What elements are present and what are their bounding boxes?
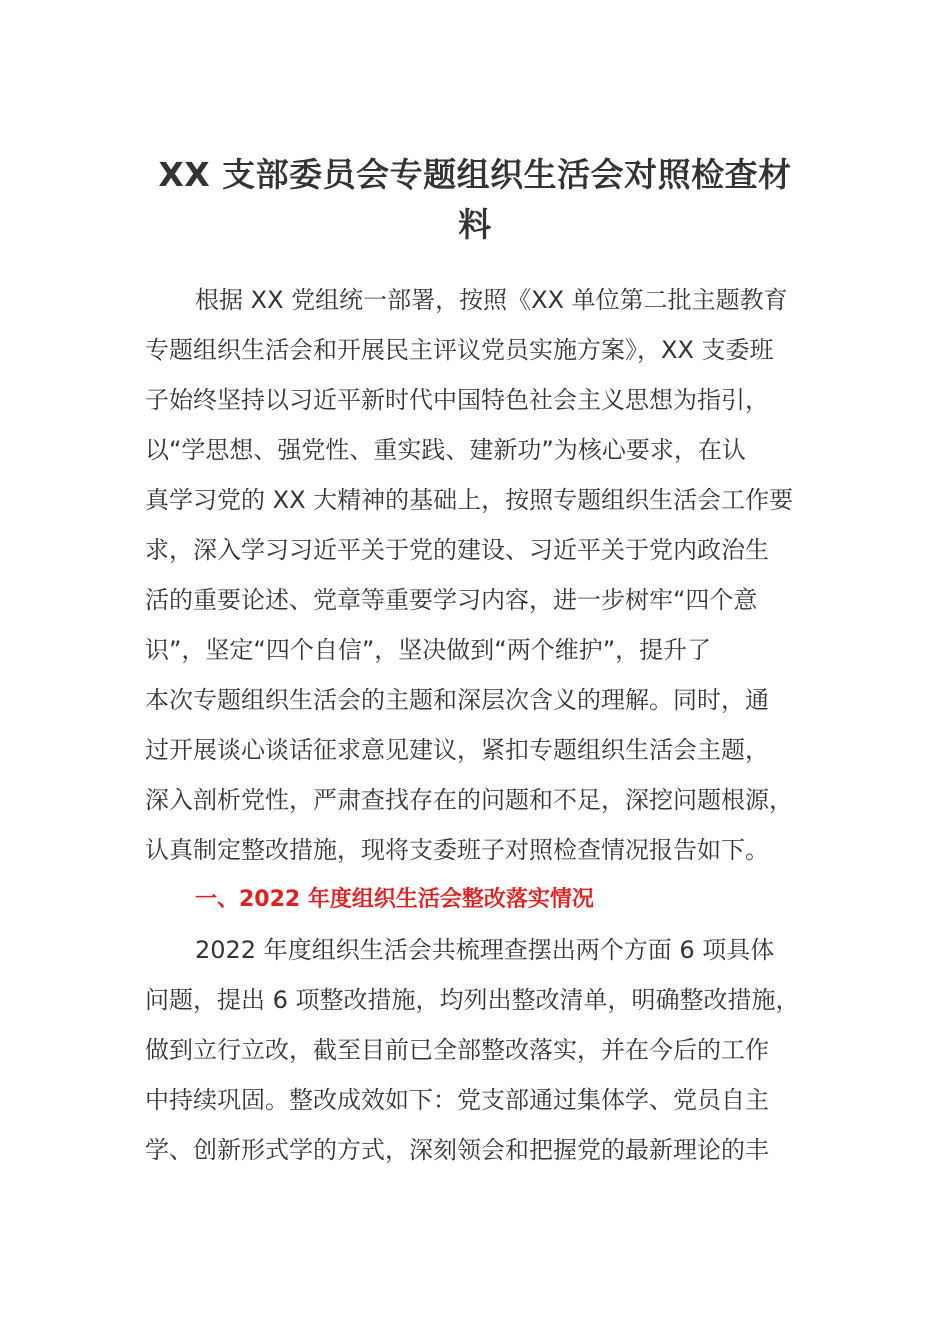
paragraph-line: 子始终坚持以习近平新时代中国特色社会主义思想为指引，	[145, 386, 769, 414]
paragraph-line: 2022 年度组织生活会共梳理查摆出两个方面 6 项具体	[195, 936, 775, 964]
paragraph-line: 问题，提出 6 项整改措施，均列出整改清单，明确整改措施，	[145, 986, 800, 1014]
paragraph-line: 以“学思想、强党性、重实践、建新功”为核心要求，在认	[145, 436, 746, 464]
document-title-line-2: 料	[458, 205, 492, 244]
paragraph-line: 求，深入学习习近平关于党的建设、习近平关于党内政治生	[145, 536, 769, 564]
document-title-line-1: XX 支部委员会专题组织生活会对照检查材	[158, 155, 792, 194]
paragraph-line: 认真制定整改措施，现将支委班子对照检查情况报告如下。	[145, 836, 769, 864]
document-title	[140, 150, 810, 250]
paragraph-line: 根据 XX 党组统一部署，按照《XX 单位第二批主题教育	[195, 286, 788, 314]
paragraph-line: 本次专题组织生活会的主题和深层次含义的理解。同时，通	[145, 686, 769, 714]
paragraph-line: 专题组织生活会和开展民主评议党员实施方案》，XX 支委班	[145, 336, 774, 364]
paragraph-line: 深入剖析党性，严肃查找存在的问题和不足，深挖问题根源，	[145, 786, 793, 814]
paragraph-line: 学、创新形式学的方式，深刻领会和把握党的最新理论的丰	[145, 1136, 769, 1164]
paragraph-line: 识”，坚定“四个自信”，坚决做到“两个维护”，提升了	[145, 636, 712, 664]
section-heading: 一、2022 年度组织生活会整改落实情况	[195, 887, 594, 912]
paragraph-line: 过开展谈心谈话征求意见建议，紧扣专题组织生活会主题，	[145, 736, 769, 764]
paragraph-line: 做到立行立改，截至目前已全部整改落实，并在今后的工作	[145, 1036, 769, 1064]
paragraph-line: 活的重要论述、党章等重要学习内容，进一步树牢“四个意	[145, 586, 758, 614]
paragraph-line: 中持续巩固。整改成效如下：党支部通过集体学、党员自主	[145, 1086, 769, 1114]
intro-paragraph	[145, 275, 810, 875]
section-paragraph	[145, 925, 810, 1175]
paragraph-line: 真学习党的 XX 大精神的基础上，按照专题组织生活会工作要	[145, 486, 794, 514]
